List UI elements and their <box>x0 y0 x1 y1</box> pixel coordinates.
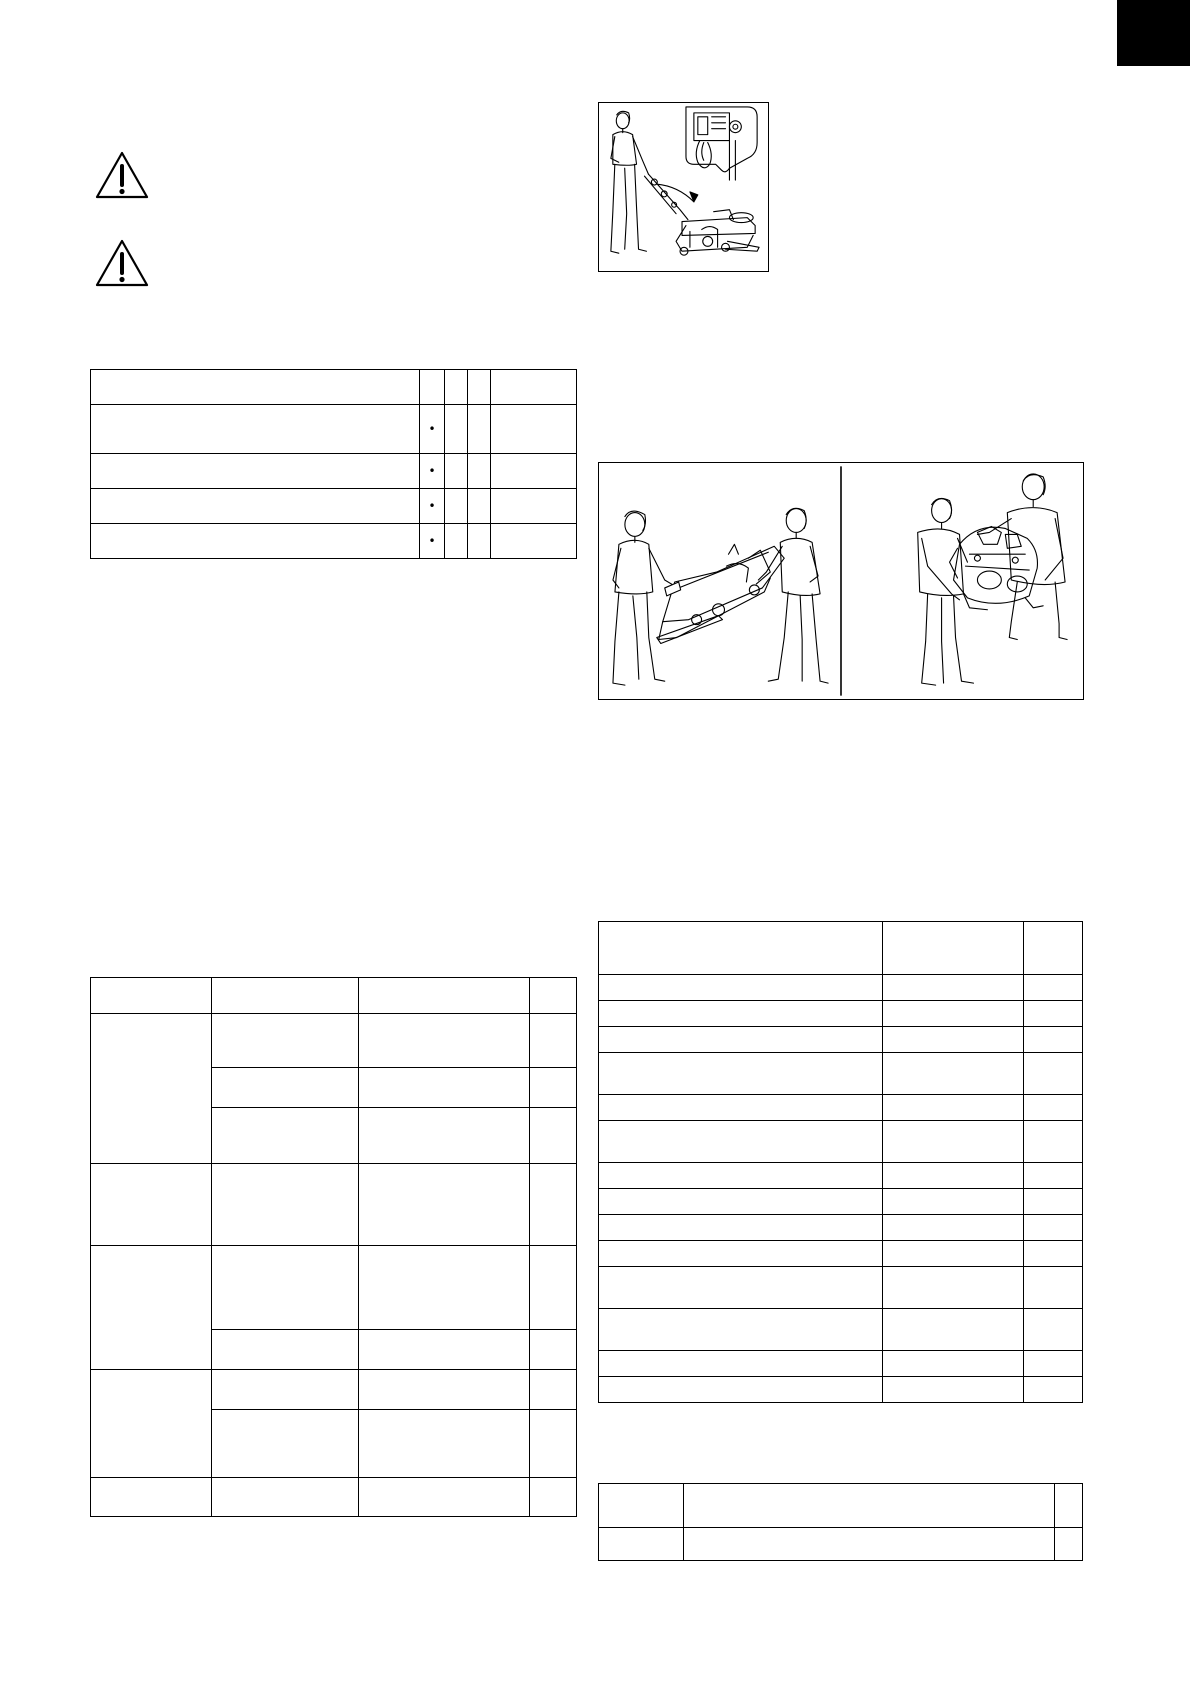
table-row <box>91 454 577 489</box>
table-row <box>91 1164 577 1246</box>
table-cell <box>445 489 468 524</box>
table-row <box>91 489 577 524</box>
table-row <box>599 1163 1083 1189</box>
table-row <box>599 1121 1083 1163</box>
table-cell <box>468 370 491 405</box>
table-cell <box>468 524 491 559</box>
table-cell <box>468 454 491 489</box>
table-row <box>91 1246 577 1330</box>
warning-icon <box>94 150 150 200</box>
table-cell <box>420 370 445 405</box>
warning-icon <box>94 238 150 288</box>
table-cell <box>491 405 577 454</box>
table-cell <box>468 489 491 524</box>
table-specifications <box>598 921 1083 1403</box>
table-cell <box>491 370 577 405</box>
table-cell <box>491 489 577 524</box>
table-cell <box>491 454 577 489</box>
table-row <box>91 370 577 405</box>
table-cell <box>445 370 468 405</box>
table-row <box>599 1241 1083 1267</box>
table-row <box>91 1478 577 1517</box>
table-row <box>599 922 1083 975</box>
two-people-lifting-machine-illustration <box>598 462 1084 700</box>
page-corner-tab <box>1117 0 1190 66</box>
table-row <box>599 1528 1083 1561</box>
table-cell <box>491 524 577 559</box>
table-row <box>599 1027 1083 1053</box>
table-row <box>91 1014 577 1068</box>
bullet-dot: • <box>420 524 445 559</box>
bullet-dot: • <box>420 454 445 489</box>
table-cell <box>445 524 468 559</box>
table-row <box>599 1309 1083 1351</box>
table-row <box>599 1053 1083 1095</box>
table-row <box>599 975 1083 1001</box>
table-troubleshooting <box>90 977 577 1517</box>
table-cell <box>468 405 491 454</box>
table-cell <box>91 454 420 489</box>
table-row <box>91 405 577 454</box>
table-row <box>91 978 577 1014</box>
table-cell <box>445 405 468 454</box>
table-row <box>91 1370 577 1410</box>
table-row <box>599 1377 1083 1403</box>
bullet-dot: • <box>420 489 445 524</box>
table-cell <box>91 489 420 524</box>
operator-attaching-handle-illustration <box>598 102 769 272</box>
table-main <box>90 369 577 559</box>
table-small <box>598 1483 1083 1561</box>
table-cell <box>91 370 420 405</box>
table-cell <box>91 524 420 559</box>
table-cell <box>445 454 468 489</box>
table-row <box>599 1484 1083 1528</box>
table-row <box>599 1215 1083 1241</box>
table-row <box>91 524 577 559</box>
table-row <box>599 1095 1083 1121</box>
table-row <box>599 1001 1083 1027</box>
table-cell <box>91 405 420 454</box>
bullet-dot: • <box>420 405 445 454</box>
table-row <box>599 1267 1083 1309</box>
table-row <box>599 1189 1083 1215</box>
table-row <box>599 1351 1083 1377</box>
